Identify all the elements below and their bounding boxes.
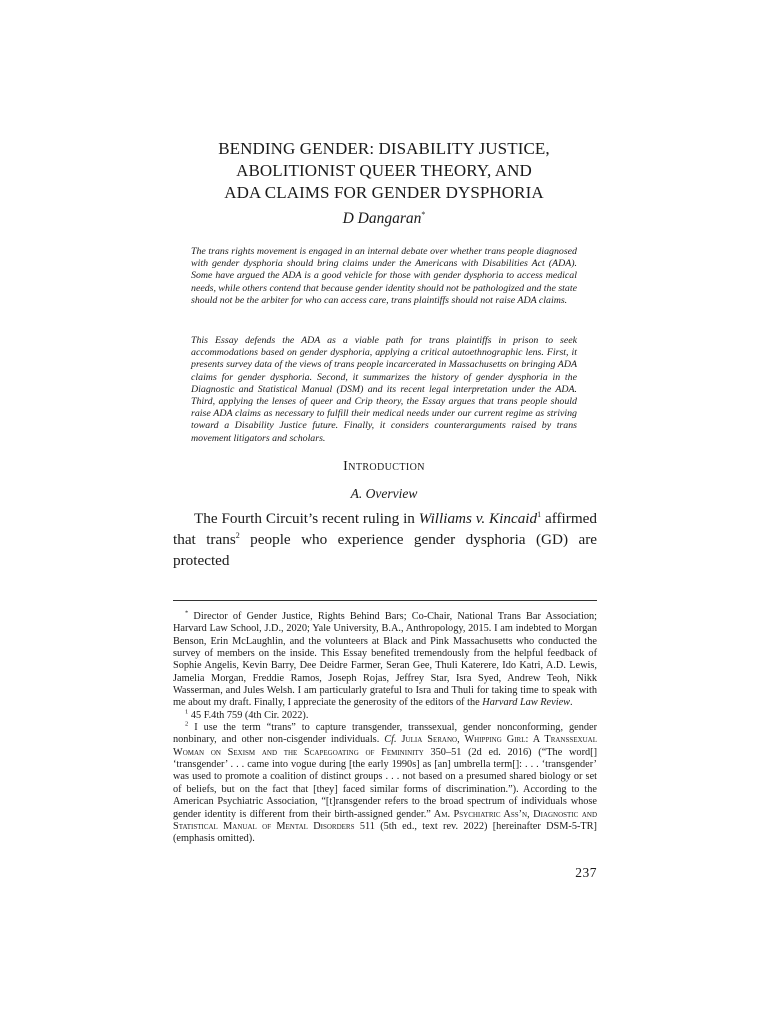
footnote-star (173, 611, 597, 710)
footnote-star-text: Director of Gender Justice, Rights Behind Bars; Co-Chair, National Trans Bar Association; Harvard Law School, J.D., 2020; Yale University, B.A., Anthropology, 2015. I am indebted to Morgan Benson, Erin McLaughlin, and the volunteers at Black and Pink Massachusetts who conducted the survey of members on the inside. This Essay benefited tremendously from the helpful feedback of Sophie Angelis, Kevin Barry, Dee Deidre Farmer, Seran Gee, Thuli Katerere, Ido Katri, A.D. Lewis, Jamelia Morgan, Freddie Ramos, Joseph Rojas, Jeffrey Star, Isra Syed, Andrew Teoh, Nikk Wasserman, and Jules Welsh. I am particularly grateful to Isra and Thuli for taking time to speak with me about my draft. Finally, I appreciate the generosity of the editors of the (173, 611, 597, 709)
body-lead: The Fourth Circuit’s recent ruling in (194, 510, 419, 527)
footnote-star-end: . (570, 697, 573, 709)
page-number: 237 (575, 865, 597, 880)
author-byline (170, 209, 598, 229)
subsection-heading: A. Overview (350, 486, 418, 501)
title-line-1: BENDING GENDER: DISABILITY JUSTICE, (218, 139, 550, 158)
body-tail: people who experience gender dysphoria (GD) are protected (173, 531, 597, 569)
title-line-2: ABOLITIONIST QUEER THEORY, AND (236, 161, 532, 180)
footnote-2-dsm: Am. Psychiatric Ass’n, Diagnostic and Statistical Manual of Mental Disorders (173, 808, 597, 832)
footnote-2-text-b: 350–51 (2d ed. 2016) (“The word[] ‘transgender’ . . . came into vogue during [the early 1990s] as [an] umbrella term[]: . . . ‘transgender’ was used to promote a coalition of distinct groups . . . not based on a presumed shared biology or set of beliefs, but on the fact that [they] faced similar forms of discrimination.”). According to the American Psychiatric Association, “[t]ransgender refers to the broad spectrum of individuals whose gender identity is different from their birth-assigned gender.” (173, 746, 598, 820)
title-line-3: ADA CLAIMS FOR GENDER DYSPHORIA (224, 183, 544, 202)
footnote-star-journal: Harvard Law Review (482, 697, 571, 709)
footnote-divider (173, 600, 597, 601)
section-heading: Introduction (343, 459, 425, 474)
case-name: Williams v. Kincaid (418, 510, 538, 527)
footnotes (173, 611, 597, 846)
footnote-2-text-a: I use the term “trans” to capture transgender, transsexual, gender nonconforming, gender nonbinary, and other non-cisgender individuals. (173, 722, 597, 746)
footnote-ref-2: 2 (235, 530, 240, 540)
author-name: D Dangaran (342, 210, 422, 227)
abstract-paragraph-1: The trans rights movement is engaged in an internal debate over whether trans people diagnosed with gender dysphoria should bring claims under the Americans with Disabilities Act (ADA). Some have argued the ADA is a good vehicle for those with gender dysphoria to access medical needs, while others contend that because gender identity should not be pathologized and the state should not be the arbiter for who can access care, trans plaintiffs should not raise ADA claims. (191, 246, 577, 306)
footnote-2-cf: Cf. (384, 734, 397, 746)
footnote-2-text-c: 511 (5th ed., text rev. 2022) [hereinafter DSM-5-TR] (emphasis omitted). (173, 820, 597, 845)
footnote-2 (173, 722, 597, 845)
footnote-star-marker: * (185, 609, 189, 617)
abstract-paragraph-2: This Essay defends the ADA as a viable path for trans plaintiffs in prison to seek accommodations based on gender dysphoria, applying a critical autoethnographic lens. First, it presents survey data of the views of trans people incarcerated in Massachusetts on bringing ADA claims for gender dysphoria. Second, it summarizes the history of gender dysphoria in the Diagnostic and Statistical Manual (DSM) and its recent legal interpretation under the ADA. Third, applying the lenses of queer and Crip theory, the Essay argues that trans people should raise ADA claims as necessary to fulfill their medical needs under our current regime as striving toward a Disability Justice future. Finally, it considers counterarguments raised by trans movement litigators and scholars. (191, 335, 577, 444)
body-paragraph (173, 508, 597, 571)
footnote-1-marker: 1 (185, 708, 189, 716)
footnote-1-text: 45 F.4th 759 (4th Cir. 2022). (188, 709, 309, 721)
footnote-ref-1: 1 (537, 509, 542, 519)
article-title (170, 138, 598, 204)
footnote-2-book: Julia Serano, Whipping Girl: A Transsexual Woman on Sexism and the Scapegoating of Femininity (173, 734, 597, 758)
body-mid: affirmed that trans (173, 510, 597, 548)
footnote-1 (173, 710, 597, 722)
footnote-2-marker: 2 (185, 720, 189, 728)
author-footnote-marker: * (421, 209, 426, 219)
